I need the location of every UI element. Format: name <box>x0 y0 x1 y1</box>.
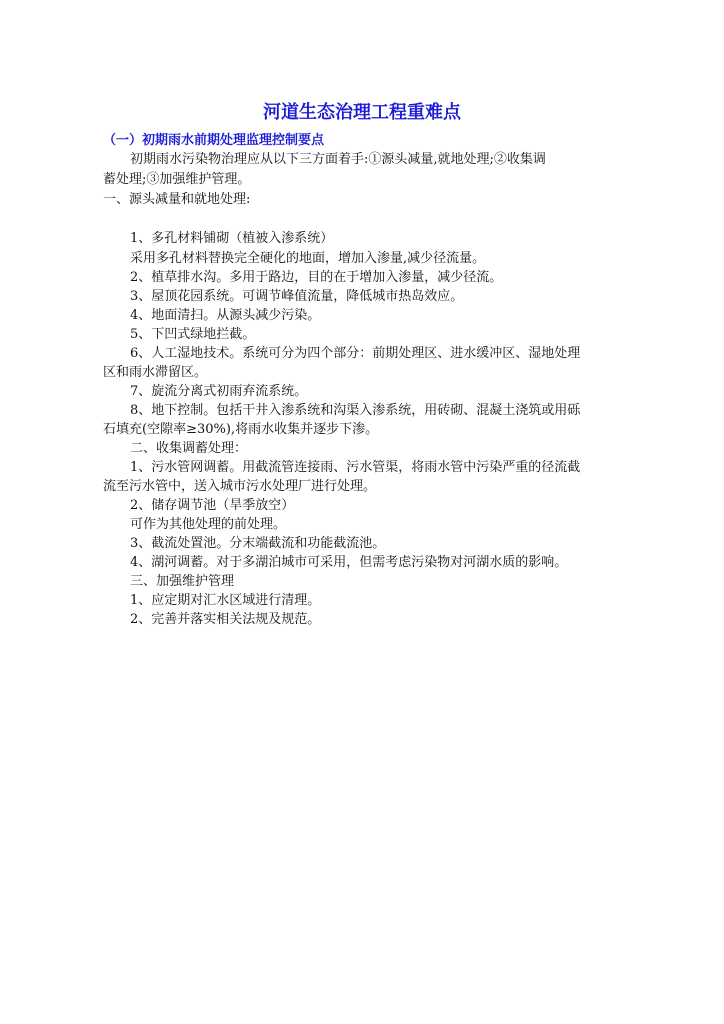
list-item-continuation: 石填充(空隙率≥30%),将雨水收集并逐步下渗。 <box>103 422 379 437</box>
list-item: 4、湖河调蓄。对于多湖泊城市可采用，但需考虑污染物对河湖水质的影响。 <box>130 555 568 570</box>
intro-line-2: 蓄处理;③加强维护管理。 <box>103 172 251 187</box>
list-item: 1、多孔材料铺砌（植被入渗系统） <box>130 231 334 246</box>
list-item: 1、污水管网调蓄。用截流管连接雨、污水管渠，将雨水管中污染严重的径流截 <box>130 460 581 475</box>
subheading-3: 三、加强维护管理 <box>130 574 235 589</box>
list-item: 5、下凹式绿地拦截。 <box>130 327 256 342</box>
list-item: 2、储存调节池（旱季放空） <box>130 498 295 513</box>
list-item: 8、地下控制。包括干井入渗系统和沟渠入渗系统，用砖砌、混凝土浇筑或用砾 <box>130 403 581 418</box>
list-item: 7、旋流分离式初雨弃流系统。 <box>130 384 308 399</box>
list-item: 采用多孔材料替换完全硬化的地面，增加入渗量,减少径流量。 <box>130 251 486 266</box>
subheading-1: 一、源头减量和就地处理: <box>103 192 251 207</box>
list-item: 3、屋顶花园系统。可调节峰值流量，降低城市热岛效应。 <box>130 289 464 304</box>
intro-line-1: 初期雨水污染物治理应从以下三方面着手:①源头减量,就地处理;②收集调 <box>130 152 546 167</box>
list-item: 2、完善并落实相关法规及规范。 <box>130 612 321 627</box>
list-item: 可作为其他处理的前处理。 <box>130 517 287 532</box>
list-item: 6、人工湿地技术。系统可分为四个部分：前期处理区、进水缓冲区、湿地处理 <box>130 346 581 361</box>
list-item: 2、植草排水沟。多用于路边，目的在于增加入渗量，减少径流。 <box>130 270 503 285</box>
list-item: 4、地面清扫。从源头减少污染。 <box>130 308 321 323</box>
list-item: 3、截流处置池。分末端截流和功能截流池。 <box>130 536 386 551</box>
list-item: 1、应定期对汇水区域进行清理。 <box>130 593 321 608</box>
subheading-2: 二、收集调蓄处理： <box>130 441 248 456</box>
page-title: 河道生态治理工程重难点 <box>263 102 461 123</box>
section-heading: （一）初期雨水前期处理监理控制要点 <box>103 133 325 148</box>
list-item-continuation: 流至污水管中，送入城市污水处理厂进行处理。 <box>103 479 377 494</box>
list-item-continuation: 区和雨水滞留区。 <box>103 365 208 380</box>
